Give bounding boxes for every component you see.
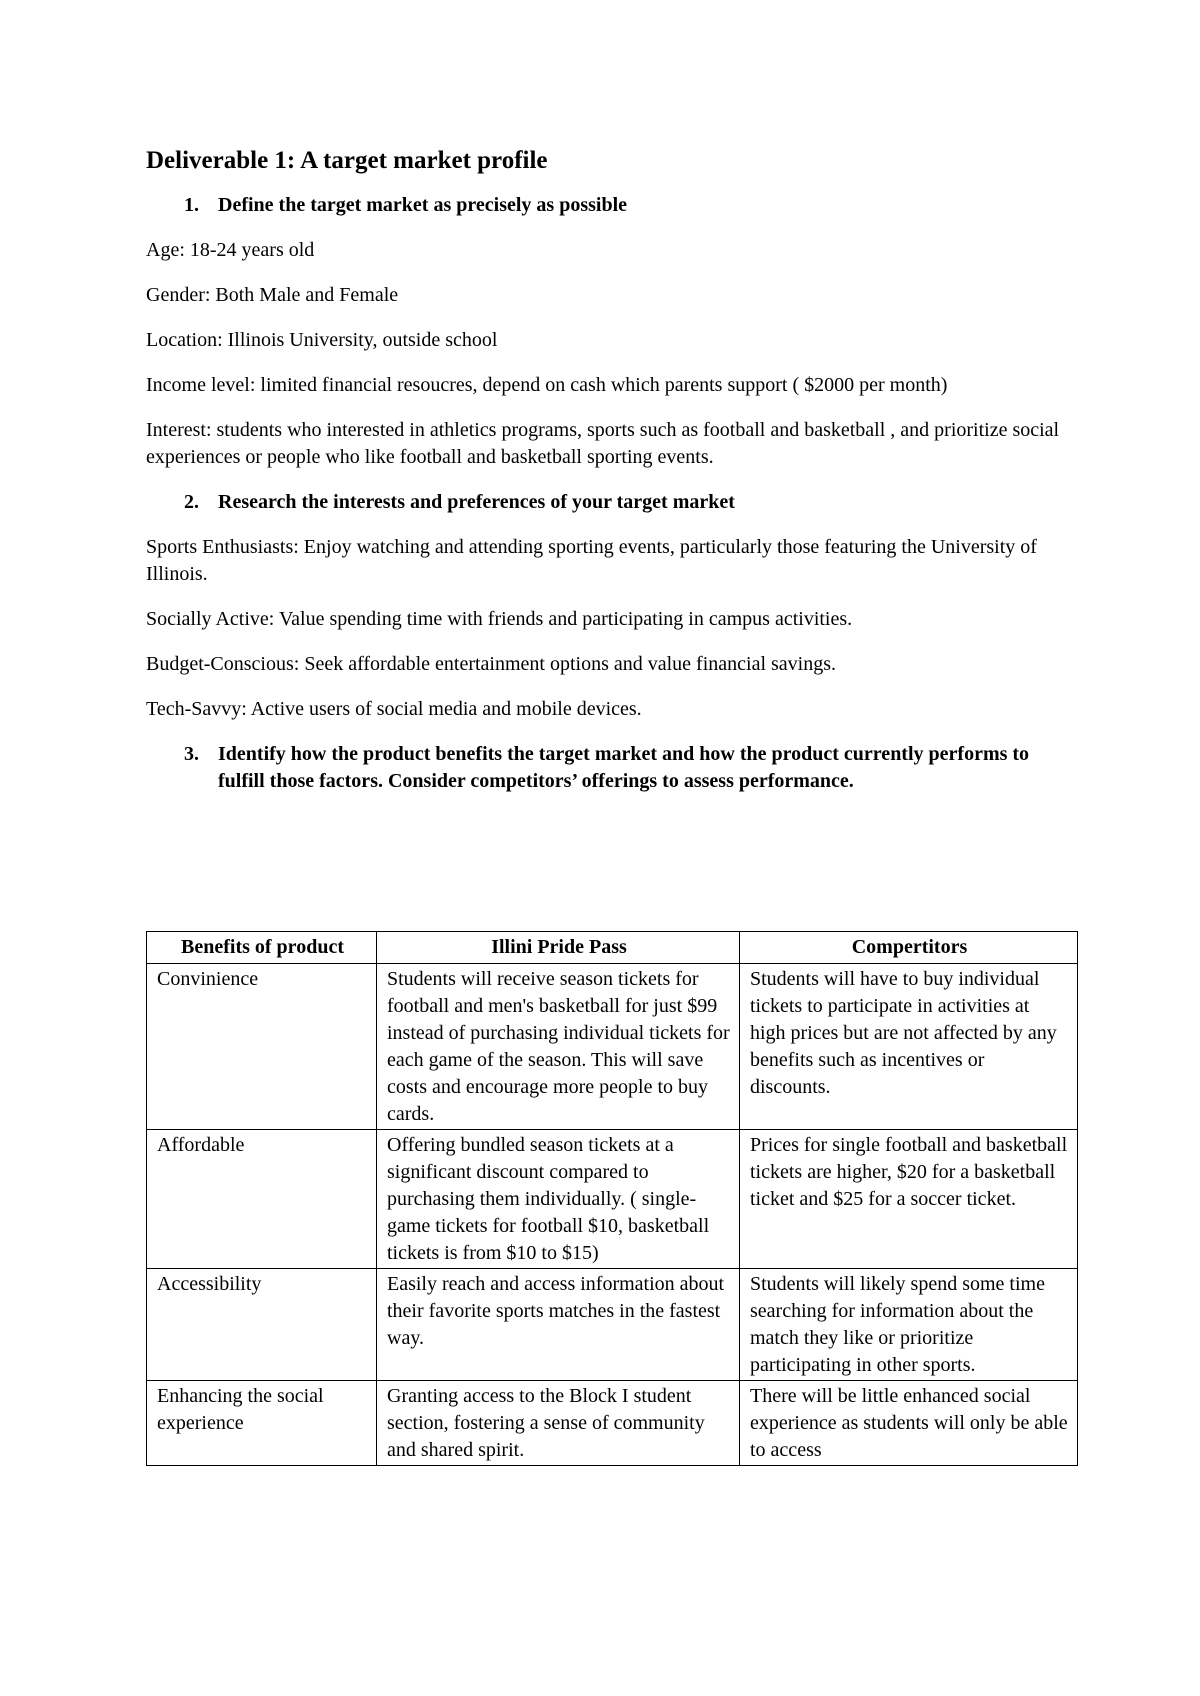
product-cell: Offering bundled season tickets at a significant discount compared to purchasing them individually. ( single-game tickets for football $10, basketball tickets is from $10 to $15) xyxy=(377,1130,740,1269)
section-3-number: 3. xyxy=(184,743,199,765)
table-row xyxy=(147,1130,1078,1269)
benefit-cell: Accessibility xyxy=(147,1269,377,1381)
section-2-number: 2. xyxy=(184,491,199,513)
section-2-heading xyxy=(146,489,1066,516)
tech-savvy-paragraph: Tech-Savvy: Active users of social media and mobile devices. xyxy=(146,698,642,720)
budget-conscious-paragraph: Budget-Conscious: Seek affordable entertainment options and value financial savings. xyxy=(146,653,837,675)
section-3-heading xyxy=(146,741,1066,795)
table-row xyxy=(147,1269,1078,1381)
sports-enthusiasts-paragraph: Sports Enthusiasts: Enjoy watching and attending sporting events, particularly those featuring the University of Illinois. xyxy=(146,536,1037,585)
document-body xyxy=(146,146,1066,813)
benefit-cell: Enhancing the social experience xyxy=(147,1381,377,1466)
competitors-cell: Prices for single football and basketball tickets are higher, $20 for a basketball ticket and $25 for a soccer ticket. xyxy=(740,1130,1078,1269)
section-3-heading-text: Identify how the product benefits the target market and how the product currently performs to fulfill those factors. Consider competitors’ offerings to assess performance. xyxy=(218,743,1030,792)
benefit-cell: Convinience xyxy=(147,964,377,1130)
document-title: Deliverable 1: A target market profile xyxy=(146,147,548,174)
competitors-cell: Students will have to buy individual tickets to participate in activities at high prices but are not affected by any benefits such as incentives or discounts. xyxy=(740,964,1078,1130)
table-row xyxy=(147,1381,1078,1466)
product-cell: Easily reach and access information about their favorite sports matches in the fastest way. xyxy=(377,1269,740,1381)
section-1-heading-text: Define the target market as precisely as possible xyxy=(218,194,628,216)
benefits-table xyxy=(146,931,1078,1466)
socially-active-paragraph: Socially Active: Value spending time with friends and participating in campus activities. xyxy=(146,608,853,630)
location-paragraph: Location: Illinois University, outside school xyxy=(146,329,498,351)
section-1-heading xyxy=(146,192,1066,219)
interest-paragraph: Interest: students who interested in athletics programs, sports such as football and basketball , and prioritize social experiences or people who like football and basketball sporting events. xyxy=(146,419,1060,468)
header-competitors: Compertitors xyxy=(740,932,1078,964)
age-paragraph: Age: 18-24 years old xyxy=(146,239,315,261)
header-benefits: Benefits of product xyxy=(147,932,377,964)
section-1-number: 1. xyxy=(184,194,199,216)
product-cell: Granting access to the Block I student section, fostering a sense of community and shared spirit. xyxy=(377,1381,740,1466)
income-paragraph: Income level: limited financial resoucres, depend on cash which parents support ( $2000 per month) xyxy=(146,374,948,396)
benefit-cell: Affordable xyxy=(147,1130,377,1269)
table-row xyxy=(147,964,1078,1130)
table-header-row xyxy=(147,932,1078,964)
header-illini-pride-pass: Illini Pride Pass xyxy=(377,932,740,964)
product-cell: Students will receive season tickets for football and men's basketball for just $99 instead of purchasing individual tickets for each game of the season. This will save costs and encourage more people to buy cards. xyxy=(377,964,740,1130)
competitors-cell: There will be little enhanced social experience as students will only be able to access xyxy=(740,1381,1078,1466)
benefits-table-container xyxy=(146,931,1077,1466)
section-2-heading-text: Research the interests and preferences of your target market xyxy=(218,491,735,513)
gender-paragraph: Gender: Both Male and Female xyxy=(146,284,399,306)
competitors-cell: Students will likely spend some time searching for information about the match they like or prioritize participating in other sports. xyxy=(740,1269,1078,1381)
